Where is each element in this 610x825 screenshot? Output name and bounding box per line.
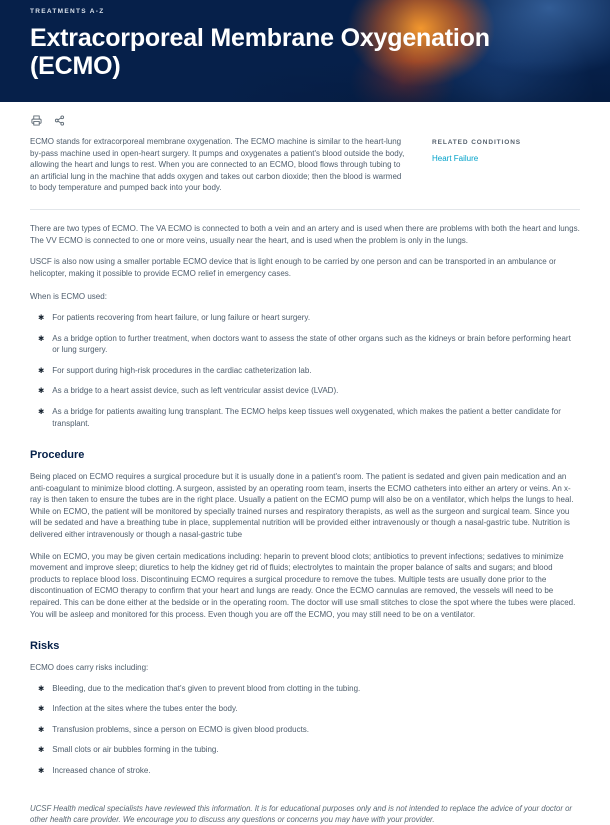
asterisk-bullet-icon: ✱ [38, 704, 45, 714]
list-item [38, 703, 580, 715]
action-toolbar [30, 114, 580, 126]
related-condition-link-heart-failure[interactable]: Heart Failure [432, 154, 479, 164]
intro-paragraph: ECMO stands for extracorporeal membrane oxygenation. The ECMO machine is similar to the heart-lung by-pass machine used in open-heart surgery. It pumps and oxygenates a patient's blood outside the body, allowing the heart and lungs to rest. When you are connected to an ECMO, blood flows through tubing to an artificial lung in the machine that adds oxygen and takes out carbon dioxide; then the blood is warmed to body temperature and pumped back into your body. [30, 137, 405, 193]
risks-heading: Risks [30, 640, 60, 653]
list-item [38, 312, 580, 324]
uses-label: When is ECMO used: [30, 292, 107, 302]
list-item-text: As a bridge for patients awaiting lung transplant. The ECMO helps keep tissues well oxygenated, which makes the patient a better candidate for transplant. [52, 406, 561, 428]
list-item-text: Bleeding, due to the medication that's given to prevent blood from clotting in the tubing. [52, 683, 361, 693]
related-conditions-label: RELATED CONDITIONS [432, 139, 522, 146]
risks-list [30, 683, 580, 777]
list-item-text: Small clots or air bubbles forming in the tubing. [52, 745, 219, 755]
share-button[interactable] [53, 114, 65, 126]
list-item [38, 365, 580, 377]
types-paragraph: There are two types of ECMO. The VA ECMO is connected to both a vein and an artery and is used when there are problems with both the heart and lungs. The VV ECMO is connected to one or more veins, usually near the heart, and is used when the problem is only in the lungs. [30, 223, 580, 245]
hero-banner [0, 0, 610, 102]
list-item [38, 406, 580, 429]
article-body [0, 114, 610, 825]
list-item-text: Increased chance of stroke. [52, 766, 151, 776]
procedure-heading: Procedure [30, 449, 85, 462]
list-item-text: As a bridge to a heart assist device, such as left ventricular assist device (LVAD). [52, 386, 339, 396]
intro-section [30, 136, 580, 194]
asterisk-bullet-icon: ✱ [38, 365, 45, 375]
asterisk-bullet-icon: ✱ [38, 333, 45, 343]
list-item-text: As a bridge option to further treatment, when doctors want to assess the state of other organs such as the kidneys or brain before performing heart or lung surgery. [52, 333, 571, 355]
asterisk-bullet-icon: ✱ [38, 766, 45, 776]
medical-disclaimer: UCSF Health medical specialists have reviewed this information. It is for educational purposes only and is not intended to replace the advice of your doctor or other health care provider. We encourage you to discuss any questions or concerns you may have with your provider. [30, 803, 573, 824]
list-item-text: For patients recovering from heart failure, or lung failure or heart surgery. [52, 312, 311, 322]
asterisk-bullet-icon: ✱ [38, 406, 45, 416]
share-icon [54, 115, 65, 126]
list-item [38, 683, 580, 695]
list-item-text: Infection at the sites where the tubes enter the body. [52, 704, 238, 714]
ecmo-uses-list [30, 312, 580, 429]
list-item [38, 724, 580, 736]
related-conditions-panel [432, 136, 580, 165]
list-item-text: For support during high-risk procedures in the cardiac catheterization lab. [52, 365, 312, 375]
asterisk-bullet-icon: ✱ [38, 745, 45, 755]
print-button[interactable] [30, 114, 42, 126]
asterisk-bullet-icon: ✱ [38, 683, 45, 693]
portable-paragraph: USCF is also now using a smaller portable ECMO device that is light enough to be carried by one person and can be transported in an ambulance or helicopter, making it possible to provide ECMO relief in emergency cases. [30, 257, 557, 278]
breadcrumb-treatments-az[interactable]: TREATMENTS A-Z [30, 8, 105, 15]
asterisk-bullet-icon: ✱ [38, 312, 45, 322]
asterisk-bullet-icon: ✱ [38, 386, 45, 396]
procedure-paragraph-1: Being placed on ECMO requires a surgical procedure but it is usually done in a patient's room. The patient is sedated and given pain medication and an anti-coagulant to minimize blood clotting. A surgeon, assisted by an operating room team, inserts the ECMO catheters into either an artery or veins. An x-ray is then taken to ensure the tubes are in the right place. Usually a patient on the ECMO pump will also be on a ventilator, which helps the lungs to heal. While on ECMO, the patient will be monitored by specially trained nurses and respiratory therapists, as well as the surgeon and surgical team. Since you will be sedated and have a breathing tube in place, supplemental nutrition will be provided either intravenously or though a nasal-gastric tube. Nutrition is delivered either intravenously or though a nasal-gastric tube [30, 472, 574, 539]
risks-intro: ECMO does carry risks including: [30, 663, 149, 673]
list-item [38, 765, 580, 777]
list-item [38, 333, 580, 356]
asterisk-bullet-icon: ✱ [38, 724, 45, 734]
printer-icon [31, 115, 42, 126]
procedure-paragraph-2: While on ECMO, you may be given certain medications including: heparin to prevent blood clots; antibiotics to prevent infections; sedatives to minimize movement and improve sleep; diuretics to help the kidney get rid of fluids; electrolytes to maintain the proper balance of salts and sugars; and blood products to replace blood loss. Discontinuing ECMO requires a surgical procedure to remove the tubes. Multiple tests are usually done prior to the discontinuation of ECMO therapy to confirm that your heart and lungs are ready. Once the ECMO cannulas are removed, the vessels will need to be repaired. This can be done either at the bedside or in the operating room. The doctor will use small stitches to close the spot where the tubes were placed. You will be asleep and monitored for this process. Even though you are off the ECMO, you may still need to be on a ventilator. [30, 551, 576, 619]
list-item [38, 744, 580, 756]
page-title: Extracorporeal Membrane Oxygenation (ECMO) [30, 24, 490, 81]
list-item-text: Transfusion problems, since a person on ECMO is given blood products. [52, 724, 310, 734]
section-divider [30, 209, 580, 210]
list-item [38, 385, 580, 397]
